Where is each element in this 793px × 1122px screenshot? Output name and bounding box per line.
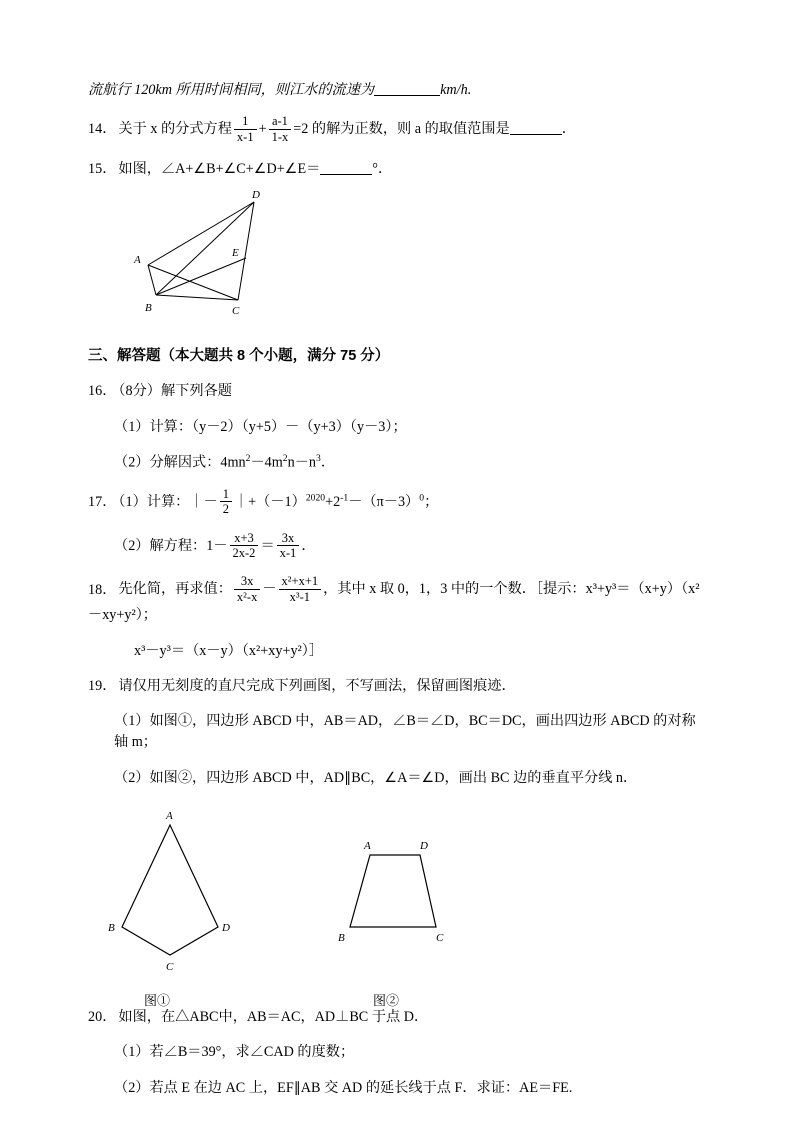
q20-stem: 如图，在△ABC中，AB＝AC，AD⊥BC 于点 D． <box>118 1009 429 1025</box>
q19-figure-1-caption: 图① <box>144 993 171 1008</box>
q16-part2-c: n－n <box>287 454 317 471</box>
q19-figures <box>88 807 708 1007</box>
q14-frac1-bot: x-1 <box>236 129 254 144</box>
q17-part1-e: ； <box>424 494 439 511</box>
q19-part-2: （2）如图②，四边形 ABCD 中，AD∥BC，∠A＝∠D，画出 BC 边的垂直平分线 n． <box>114 769 638 786</box>
q14-number: 14． <box>88 121 117 138</box>
question-18 <box>88 575 708 626</box>
q16-stem: （8分）解下列各题 <box>118 383 232 400</box>
top-fragment-blank <box>374 82 440 96</box>
q19-part-1: （1）如图①，四边形 ABCD 中，AB＝AD，∠B＝∠D，BC＝DC，画出四边形 ABCD 的对称轴 m； <box>114 713 696 751</box>
q15-label-A: A <box>134 254 141 267</box>
q19-stem: 请仅用无刻度的直尺完成下列画图，不写画法，保留画图痕迹． <box>118 677 516 694</box>
q18-fraction-1 <box>234 574 260 604</box>
question-15 <box>88 159 708 180</box>
q17-part1-d: －（π－3） <box>348 494 420 511</box>
q20-part-2: （2）若点 E 在边 AC 上，EF∥AB 交 AD 的延长线于点 F．求证：AE＝FE. <box>114 1079 573 1096</box>
q14-frac1-top: 1 <box>234 114 257 129</box>
q15-number: 15． <box>88 161 117 178</box>
q17-part1-a: （1）计算：｜－ <box>118 494 218 511</box>
q19-fig1-label-A: A <box>166 810 173 822</box>
q17-f3-bot: x-1 <box>279 546 297 561</box>
q15-label-C: C <box>232 305 240 318</box>
q17-part2-a: （2）解方程：1－ <box>114 537 228 554</box>
q19-number: 19． <box>88 677 117 694</box>
q16-part2-b: －4m <box>250 454 283 471</box>
q18-text-b: ，其中 x 取 0，1，3 中的一个数．［提示：x³+y³＝（x+y）（x²－xy+y²）； <box>88 581 700 624</box>
q17-part2-b: ． <box>301 537 316 554</box>
q16-part2-d: ． <box>320 454 336 471</box>
question-16 <box>88 381 708 402</box>
q19-fig2-label-A: A <box>364 840 371 852</box>
q15-text-b: °． <box>372 161 393 178</box>
q17-f1-bot: 2 <box>222 502 229 517</box>
q19-fig2-label-C: C <box>436 932 444 944</box>
q18-minus: － <box>262 581 277 598</box>
q17-fraction-1 <box>220 487 232 517</box>
q19-figure-1 <box>108 807 268 987</box>
q16-part2-sup3: 3 <box>316 452 321 464</box>
q14-plus: + <box>258 121 267 138</box>
q19-figure-2-caption: 图② <box>373 993 400 1008</box>
q17-part2-eq: ＝ <box>260 537 275 554</box>
q16-part2-sup2: 2 <box>282 452 288 464</box>
q14-text-c: ． <box>561 121 576 138</box>
q20-number: 20． <box>88 1009 117 1025</box>
q19-fig1-label-B: B <box>108 922 115 934</box>
top-fragment-line <box>88 80 708 101</box>
q17-part1-c: +2 <box>325 494 341 511</box>
q17-fraction-3 <box>277 531 300 561</box>
q14-fraction-2 <box>269 114 292 144</box>
q15-label-E: E <box>232 247 239 260</box>
q17-part1-b: ｜+（－1） <box>233 494 306 511</box>
section-3-title: 三、解答题（本大题共 8 个小题，满分 75 分） <box>88 348 390 365</box>
q18-f2-bot: x³-1 <box>289 589 311 604</box>
q17-part1-sup2: -1 <box>340 492 349 504</box>
q14-frac2-bot: 1-x <box>271 129 289 144</box>
q18-f2-top: x²+x+1 <box>279 574 322 589</box>
q14-text-b: =2 的解为正数，则 a 的取值范围是 <box>293 121 510 138</box>
q17-f2-bot: 2x-2 <box>232 546 256 561</box>
q15-figure-svg <box>128 190 328 320</box>
q17-f2-top: x+3 <box>230 531 259 546</box>
q20-part-1: （1）若∠B＝39°，求∠CAD 的度数； <box>114 1044 355 1061</box>
q16-part-2 <box>114 452 708 474</box>
q17-part-2 <box>114 532 708 562</box>
q19-figure-2-svg <box>328 835 488 985</box>
question-17 <box>88 488 708 518</box>
q14-text-a: 关于 x 的分式方程 <box>118 121 232 138</box>
q15-label-B: B <box>145 302 152 315</box>
q17-f3-top: 3x <box>277 531 300 546</box>
q19-figure-2 <box>328 835 488 985</box>
q18-fraction-2 <box>279 574 322 604</box>
q19-fig1-label-D: D <box>222 922 230 934</box>
q18-f1-top: 3x <box>234 574 260 589</box>
q17-fraction-2 <box>230 531 259 561</box>
q17-number: 17． <box>88 494 117 511</box>
q17-f1-top: 1 <box>220 487 232 502</box>
q15-figure <box>128 190 708 320</box>
page-content <box>88 80 708 1113</box>
q18-number: 18． <box>88 581 117 598</box>
q17-part1-sup3: 0 <box>419 492 425 504</box>
q18-f1-bot: x²-x <box>236 589 258 604</box>
q14-frac2-top: a-1 <box>269 114 292 129</box>
q18-hint-line2: x³－y³＝（x－y）（x²+xy+y²）］ <box>134 642 324 659</box>
q14-blank <box>510 121 562 135</box>
question-20 <box>88 1007 708 1028</box>
top-fragment-unit: km/h. <box>440 82 472 98</box>
q19-fig2-label-B: B <box>338 932 345 944</box>
q16-part2-a: （2）分解因式：4mn <box>114 454 246 471</box>
q15-label-D: D <box>252 190 260 202</box>
q16-part-1: （1）计算：（y－2）（y+5）－（y+3）（y－3）； <box>114 418 407 435</box>
q19-figure-1-svg <box>108 807 268 987</box>
q15-blank <box>320 161 372 175</box>
question-19 <box>88 676 708 697</box>
q15-text-a: 如图，∠A+∠B+∠C+∠D+∠E＝ <box>118 161 321 178</box>
q16-part2-sup1: 2 <box>245 452 251 464</box>
q19-fig1-label-C: C <box>166 961 174 973</box>
top-fragment-text: 流航行 120km 所用时间相同，则江水的流速为 <box>88 82 375 98</box>
q17-part1-sup1: 2020 <box>305 492 326 504</box>
q18-text-a: 先化简，再求值： <box>118 581 232 598</box>
question-14 <box>88 115 708 145</box>
q19-fig2-label-D: D <box>420 840 428 852</box>
q14-fraction-1 <box>234 114 257 144</box>
q16-number: 16． <box>88 383 117 400</box>
